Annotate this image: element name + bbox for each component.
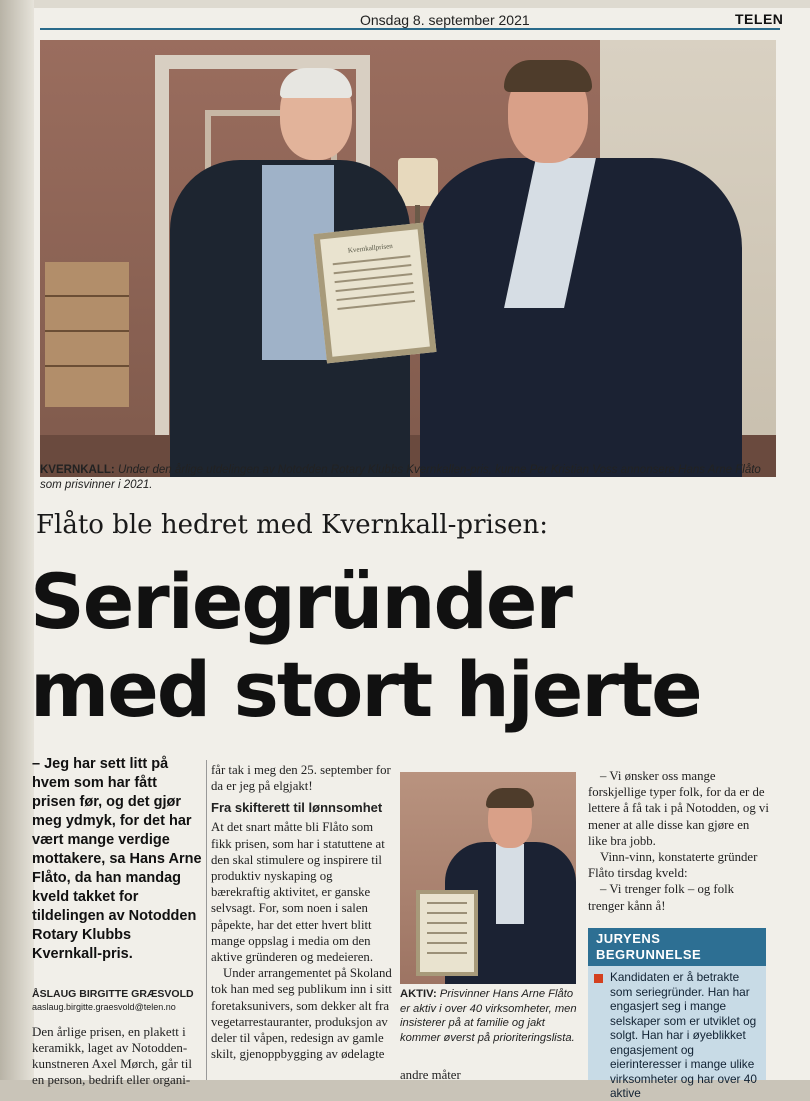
article-kicker: Flåto ble hedret med Kvernkall-prisen: bbox=[36, 510, 549, 540]
col2-subhead: Fra skifterett til lønnsomhet bbox=[211, 800, 383, 816]
page-fold bbox=[0, 0, 34, 1080]
portrait-caption bbox=[400, 987, 580, 1045]
photo-dresser bbox=[45, 262, 129, 407]
portrait-hair bbox=[486, 788, 534, 808]
jury-heading: JURYENS BEGRUNNELSE bbox=[588, 928, 766, 966]
portrait-caption-text: Prisvinner Hans Arne Flåto er aktiv i over 40 virksomheter, men insisterer på at familie og jakt kommer øverst på prioriteringslista. bbox=[400, 988, 577, 1044]
jury-text: Kandidaten er å betrakte som seriegründer. Han har engasjert seg i mange selskaper som er utviklet og solgt. Han har i øyeblikket engasjement og eierinteresser i mange ulike virksomheter og har over 40 aktive bbox=[610, 970, 757, 1100]
portrait-photo bbox=[400, 772, 576, 984]
article-lede: – Jeg har sett litt på hvem som har fått prisen før, og det gjør meg ydmyk, for det har vært mange verdige mottakere, sa Hans Arne Flåto, da han mandag kveld takket for tildelingen av Notodden Rotary Klubbs Kvernkall-pris. bbox=[32, 756, 202, 962]
column-3-tail: andre måter bbox=[400, 1068, 461, 1082]
top-margin bbox=[34, 0, 810, 8]
byline-name: ÅSLAUG BIRGITTE GRÆSVOLD bbox=[32, 988, 194, 1000]
portrait-shirt bbox=[496, 844, 524, 924]
bullet-square-icon bbox=[594, 974, 603, 983]
caption-label: KVERNKALL: bbox=[40, 464, 115, 476]
column-divider bbox=[206, 760, 207, 1080]
article-headline bbox=[30, 558, 701, 734]
portrait-caption-label: AKTIV: bbox=[400, 988, 437, 1000]
col4-paragraph-1: – Vi ønsker oss mange forskjellige typer folk, for da er de lettere å få tak i på Notodden, og vi mener at alle disse kan gjøre en like bra jobb. bbox=[588, 769, 769, 848]
portrait-certificate bbox=[416, 890, 478, 976]
caption-text: Under den årlige utdelingen av Notodden Rotary Klubbs Kvernkallen-pris, kunne Per Kristian Voss annonsere Hans Arne Flåto som prisvinner i 2021. bbox=[40, 464, 761, 491]
byline-email: aaslaug.birgitte.graesvold@telen.no bbox=[32, 1002, 176, 1012]
byline bbox=[32, 988, 202, 1014]
main-photo-caption bbox=[40, 463, 776, 493]
photo-person-right-hair bbox=[504, 60, 592, 92]
col4-paragraph-2: Vinn-vinn, konstaterte gründer Flåto tirsdag kveld: bbox=[588, 850, 758, 881]
photo-lamp bbox=[398, 158, 438, 206]
headline-line-2: med stort hjerte bbox=[30, 645, 701, 734]
column-4 bbox=[588, 768, 770, 914]
col2-paragraph-2: At det snart måtte bli Flåto som fikk prisen, som har i statuttene at den skal stimulere og inspirere til produktiv nyskaping og bærekraftig aktivitet, er ganske selvsagt. For, som noen i salen påpekte, har det etter hvert blitt mange oppslag i media om den aktive gründeren og medeieren. bbox=[211, 820, 385, 965]
jury-body bbox=[588, 966, 766, 1101]
column-1-text: Den årlige prisen, en plakett i keramikk, laget av Notodden-kunstneren Axel Mørch, går til en person, bedrift eller organi- bbox=[32, 1024, 192, 1087]
headline-line-1: Seriegründer bbox=[30, 557, 571, 646]
photo-certificate bbox=[314, 223, 437, 364]
col2-paragraph-3: Under arrangementet på Skoland tok han med seg publikum inn i sitt foretaksunivers, som dekker alt fra vegetarrestauranter, produksjon av deler til våpen, redesign av gamle skilt, gjenoppbygging av ødelagte bbox=[211, 966, 392, 1062]
header-paper-name: TELEN bbox=[735, 11, 784, 27]
col2-paragraph-1: får tak i meg den 25. september for da er jeg på elgjakt! bbox=[211, 763, 391, 794]
header-date: Onsdag 8. september 2021 bbox=[360, 12, 530, 28]
photo-person-left-hair bbox=[280, 68, 352, 98]
main-photo bbox=[40, 40, 776, 477]
column-2 bbox=[211, 762, 394, 1062]
certificate-title: Kvernkallprisen bbox=[347, 241, 394, 255]
jury-box bbox=[588, 928, 766, 1100]
header-rule bbox=[40, 28, 780, 30]
col4-paragraph-3: – Vi trenger folk – og folk trenger kånn å! bbox=[588, 882, 735, 913]
